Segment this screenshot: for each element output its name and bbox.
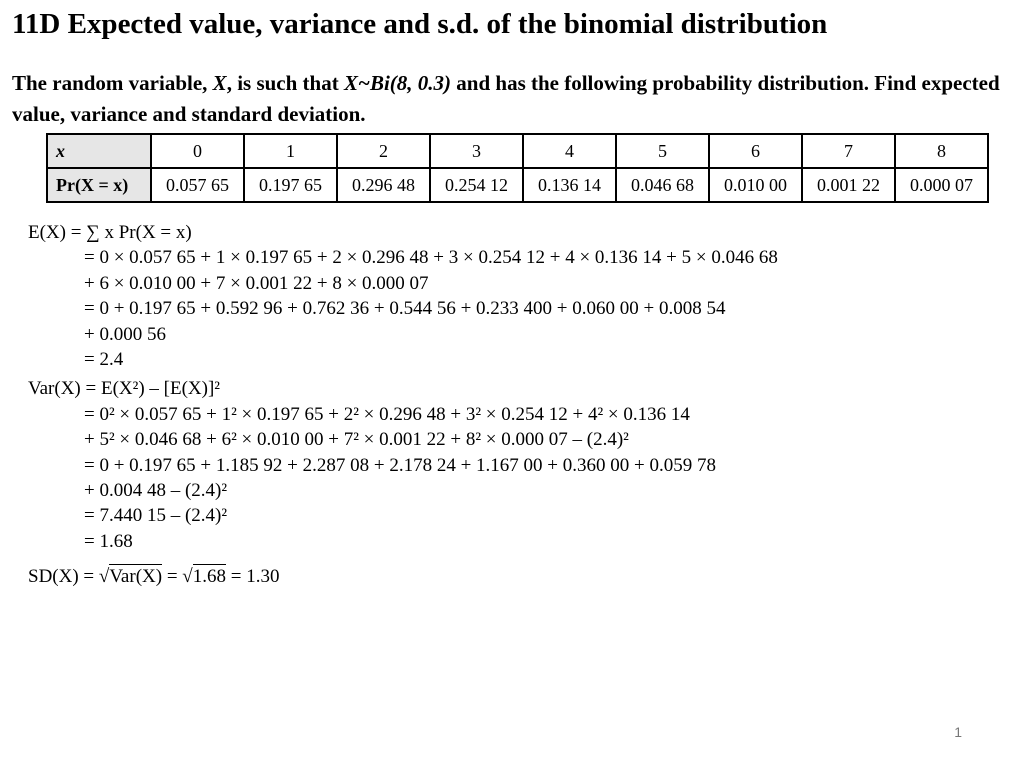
page-title: 11D Expected value, variance and s.d. of the binomial distribution: [12, 8, 828, 40]
table-cell: 0.254 12: [430, 168, 523, 202]
table-cell: 0.296 48: [337, 168, 430, 202]
expected-line: = 2.4: [84, 348, 124, 370]
sd-radicand-1: Var(X): [109, 566, 163, 588]
table-cell: 0.057 65: [151, 168, 244, 202]
table-cell: 0.000 07: [895, 168, 988, 202]
variance-line: = 1.68: [84, 530, 133, 552]
expected-line: E(X) = ∑ x Pr(X = x): [28, 222, 192, 243]
sd-radicand-2: 1.68: [192, 566, 226, 588]
variance-line: + 0.004 48 – (2.4)²: [84, 479, 228, 501]
table-cell: 0.136 14: [523, 168, 616, 202]
table-cell: 7: [802, 134, 895, 168]
expected-line: + 0.000 56: [84, 323, 166, 345]
table-cell: 0.001 22: [802, 168, 895, 202]
page-number: 1: [954, 724, 962, 740]
sd-lhs: SD(X) = √: [28, 566, 110, 588]
row-header-probability: Pr(X = x): [47, 168, 151, 202]
variance-line: = 0 + 0.197 65 + 1.185 92 + 2.287 08 + 2.178 24 + 1.167 00 + 0.360 00 + 0.059 78: [84, 454, 716, 476]
sd-mid: = √: [162, 566, 193, 588]
variance-line: = 7.440 15 – (2.4)²: [84, 505, 228, 527]
worked-solution: [28, 220, 778, 589]
table-row-x: [47, 134, 988, 168]
sd-rhs: = 1.30: [225, 566, 280, 588]
table-cell: 0.010 00: [709, 168, 802, 202]
table-cell: 4: [523, 134, 616, 168]
intro-text-2: , is such that: [226, 71, 344, 95]
table-cell: 6: [709, 134, 802, 168]
table-cell: 0.197 65: [244, 168, 337, 202]
expected-line: = 0 + 0.197 65 + 0.592 96 + 0.762 36 + 0.544 56 + 0.233 400 + 0.060 00 + 0.008 54: [84, 298, 726, 320]
table-cell: 0.046 68: [616, 168, 709, 202]
sd-line: [28, 564, 778, 589]
intro-variable: X: [212, 71, 227, 95]
problem-statement: [12, 68, 1012, 130]
row-header-x: x: [47, 134, 151, 168]
table-cell: 8: [895, 134, 988, 168]
intro-text-1: The random variable,: [12, 71, 213, 95]
table-cell: 0: [151, 134, 244, 168]
table-row-probability: [47, 168, 988, 202]
expected-line: + 6 × 0.010 00 + 7 × 0.001 22 + 8 × 0.000 07: [84, 272, 429, 294]
variance-line: + 5² × 0.046 68 + 6² × 0.010 00 + 7² × 0.001 22 + 8² × 0.000 07 – (2.4)²: [84, 429, 629, 451]
table-cell: 3: [430, 134, 523, 168]
variance-line: = 0² × 0.057 65 + 1² × 0.197 65 + 2² × 0.296 48 + 3² × 0.254 12 + 4² × 0.136 14: [84, 403, 690, 425]
table-cell: 2: [337, 134, 430, 168]
probability-distribution-table: [46, 133, 989, 203]
expected-line: = 0 × 0.057 65 + 1 × 0.197 65 + 2 × 0.296 48 + 3 × 0.254 12 + 4 × 0.136 14 + 5 × 0.046 68: [84, 247, 778, 269]
table-cell: 1: [244, 134, 337, 168]
intro-distribution: X~Bi(8, 0.3): [343, 71, 452, 95]
intro-text-3: and has the following probability distribution. Find expected value, variance and standard deviation.: [12, 71, 1000, 126]
table-cell: 5: [616, 134, 709, 168]
variance-line: Var(X) = E(X²) – [E(X)]²: [28, 378, 220, 400]
